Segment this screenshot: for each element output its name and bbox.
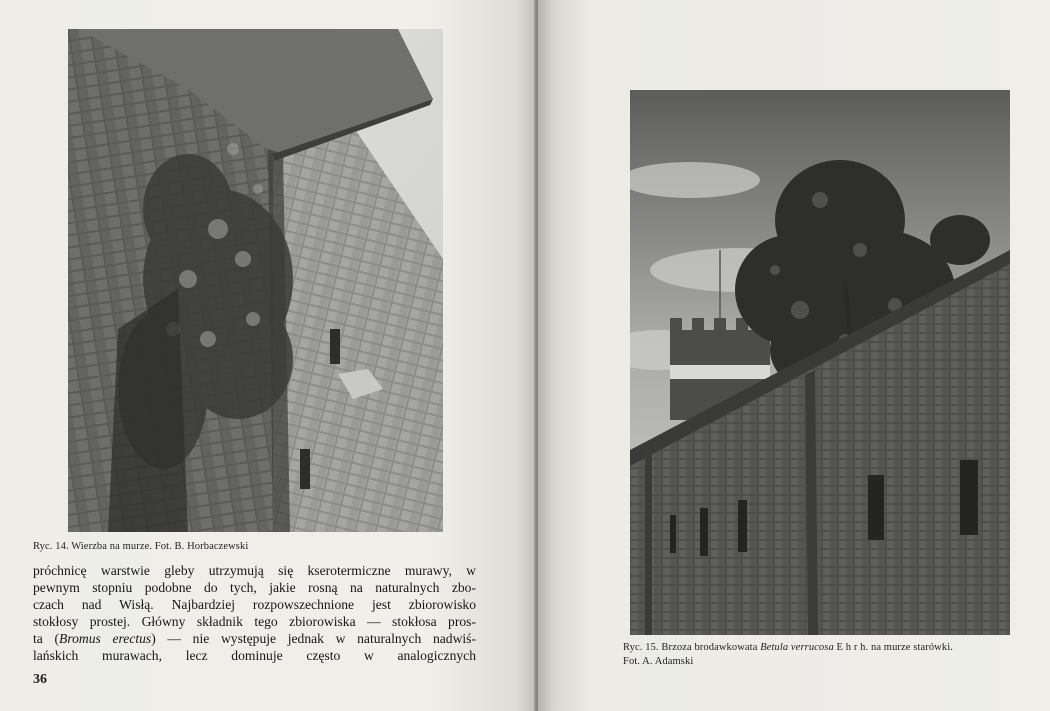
caption-photo-credit: Fot. A. Adamski xyxy=(623,656,694,667)
caption-text: na murze starówki. xyxy=(868,642,953,653)
body-line: czach nad Wisłą. Najbardziej rozpowszechnione jest zbiorowisko xyxy=(33,597,476,612)
figure-15-caption xyxy=(623,641,1039,669)
willow-on-wall-photo xyxy=(68,29,443,532)
birch-on-wall-photo xyxy=(630,90,1010,635)
page-number: 36 xyxy=(33,672,47,687)
body-line: ta (Bromus erectus) — nie występuje jednak w naturalnych nadwiś- xyxy=(33,631,476,646)
caption-species-name: Betula verrucosa xyxy=(760,642,834,653)
caption-author: E h r h. xyxy=(833,642,869,653)
body-line: lańskich murawach, lecz dominuje często w analogicznych xyxy=(33,648,476,663)
body-line: stokłosy prostej. Główny składnik tego zbiorowiska — stokłosa pros- xyxy=(33,614,476,629)
body-line: próchnicę warstwie gleby utrzymują się kserotermiczne murawy, w xyxy=(33,563,476,578)
body-text xyxy=(33,562,476,664)
body-line: pewnym stopniu podobne do tych, jakie rosną na naturalnych zbo- xyxy=(33,580,476,595)
figure-14-caption: Ryc. 14. Wierzba na murze. Fot. B. Horbaczewski xyxy=(33,541,249,552)
caption-text: Ryc. 15. Brzoza brodawkowata xyxy=(623,642,761,653)
species-name: Bromus erectus xyxy=(59,631,152,646)
